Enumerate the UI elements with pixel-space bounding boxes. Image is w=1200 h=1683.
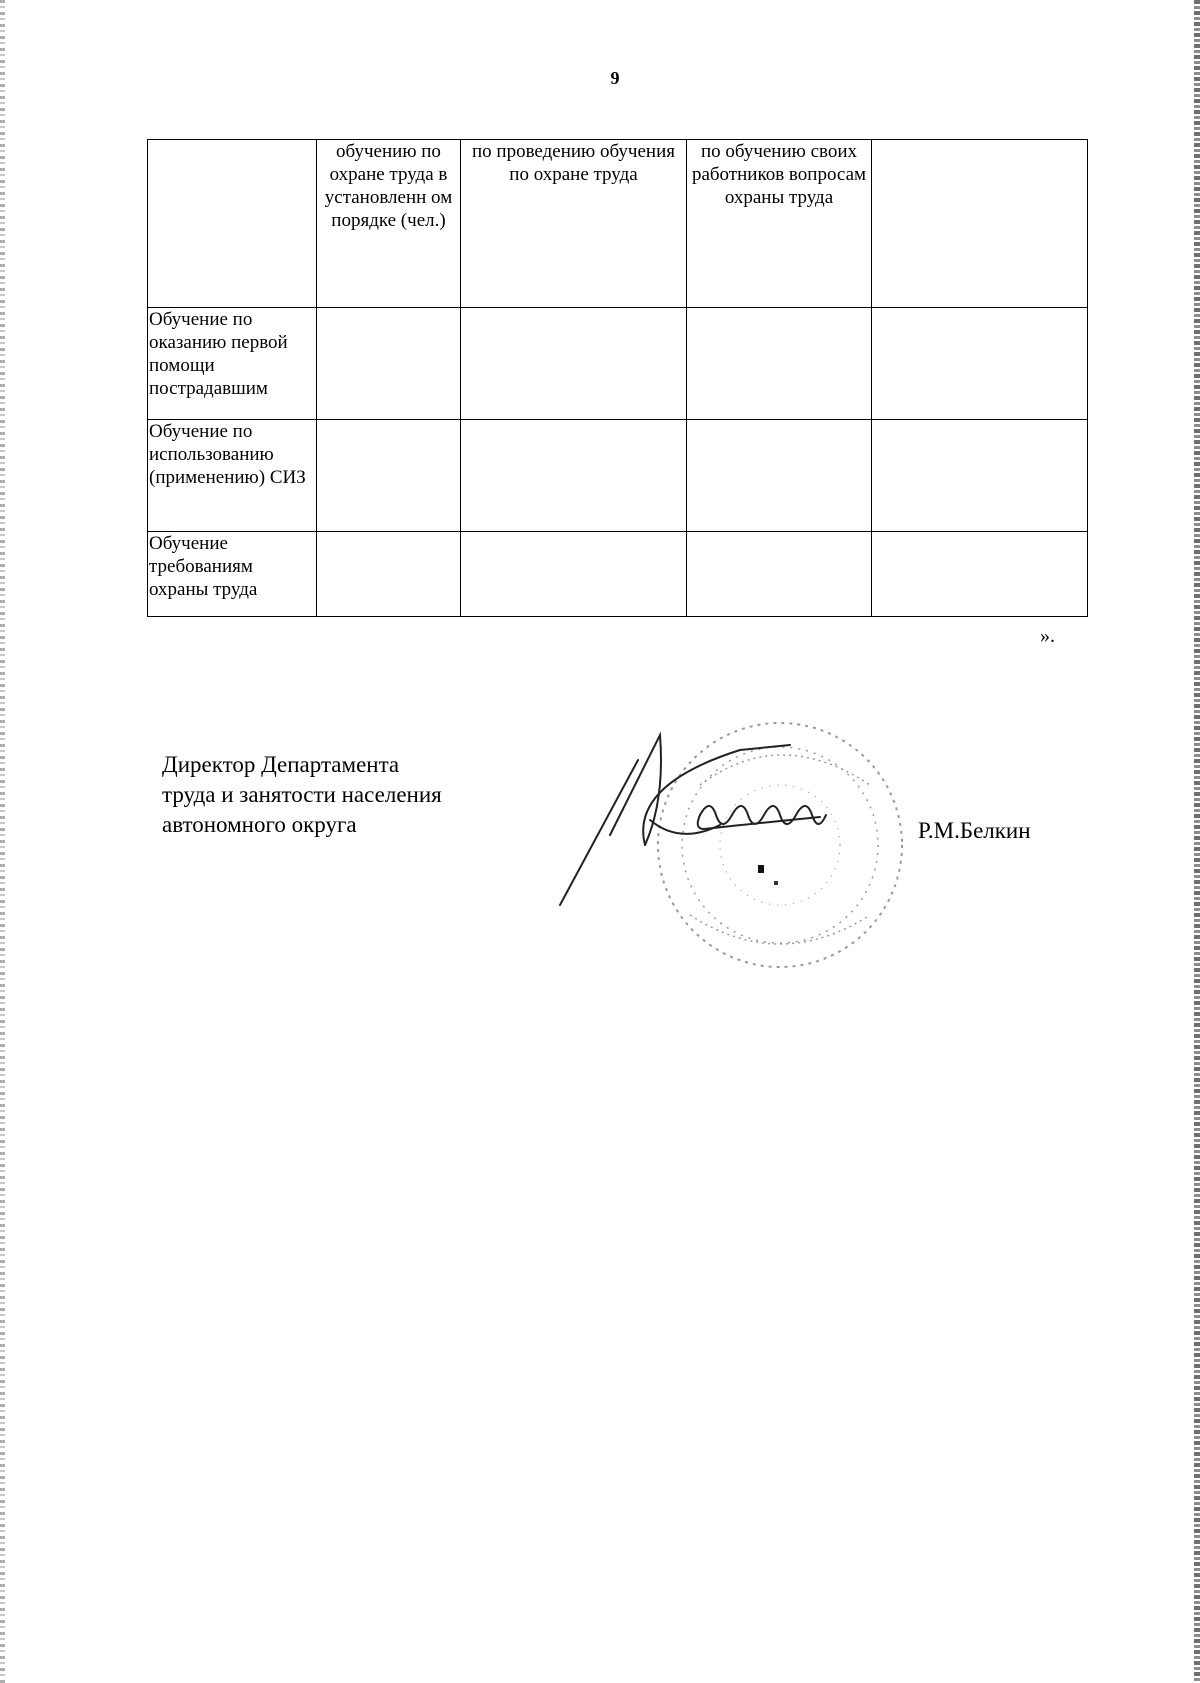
table-cell (461, 308, 687, 420)
position-line: автономного округа (162, 812, 357, 837)
table-cell (687, 420, 872, 532)
table-cell (687, 532, 872, 617)
seal-mark (758, 865, 764, 873)
table-header-row (148, 140, 1088, 308)
seal-stamp (550, 705, 950, 985)
table-row (148, 532, 1088, 617)
table-cell (317, 532, 461, 617)
page-number: 9 (610, 68, 620, 88)
signatory-position (162, 750, 442, 840)
closing-quote: ». (1040, 625, 1055, 647)
table-header-cell: обучению по охране труда в установленн ом порядке (чел.) (317, 140, 461, 308)
table-header-cell (148, 140, 317, 308)
position-line: Директор Департамента (162, 752, 400, 777)
handwritten-signature (560, 735, 826, 905)
table-cell (317, 308, 461, 420)
official-seal-image (658, 723, 902, 967)
table-cell (461, 532, 687, 617)
table-header-cell: по проведению обучения по охране труда (461, 140, 687, 308)
table-cell (317, 420, 461, 532)
training-table (147, 139, 1088, 617)
table-cell (872, 420, 1088, 532)
scan-right-edge (1194, 0, 1200, 1683)
position-line: труда и занятости населения (162, 782, 442, 807)
scan-left-edge (0, 0, 5, 1683)
row-label: Обучение требованиям охраны труда (148, 532, 317, 617)
table-header-cell (872, 140, 1088, 308)
table-row (148, 308, 1088, 420)
table-cell (687, 308, 872, 420)
seal-mark (774, 881, 778, 885)
row-label: Обучение по оказанию первой помощи пострадавшим (148, 308, 317, 420)
table-row (148, 420, 1088, 532)
table-cell (872, 308, 1088, 420)
signer-name: Р.М.Белкин (918, 818, 1031, 843)
table-cell (461, 420, 687, 532)
row-label: Обучение по использованию (применению) СИЗ (148, 420, 317, 532)
table-cell (872, 532, 1088, 617)
table-header-cell: по обучению своих работников вопросам охраны труда (687, 140, 872, 308)
